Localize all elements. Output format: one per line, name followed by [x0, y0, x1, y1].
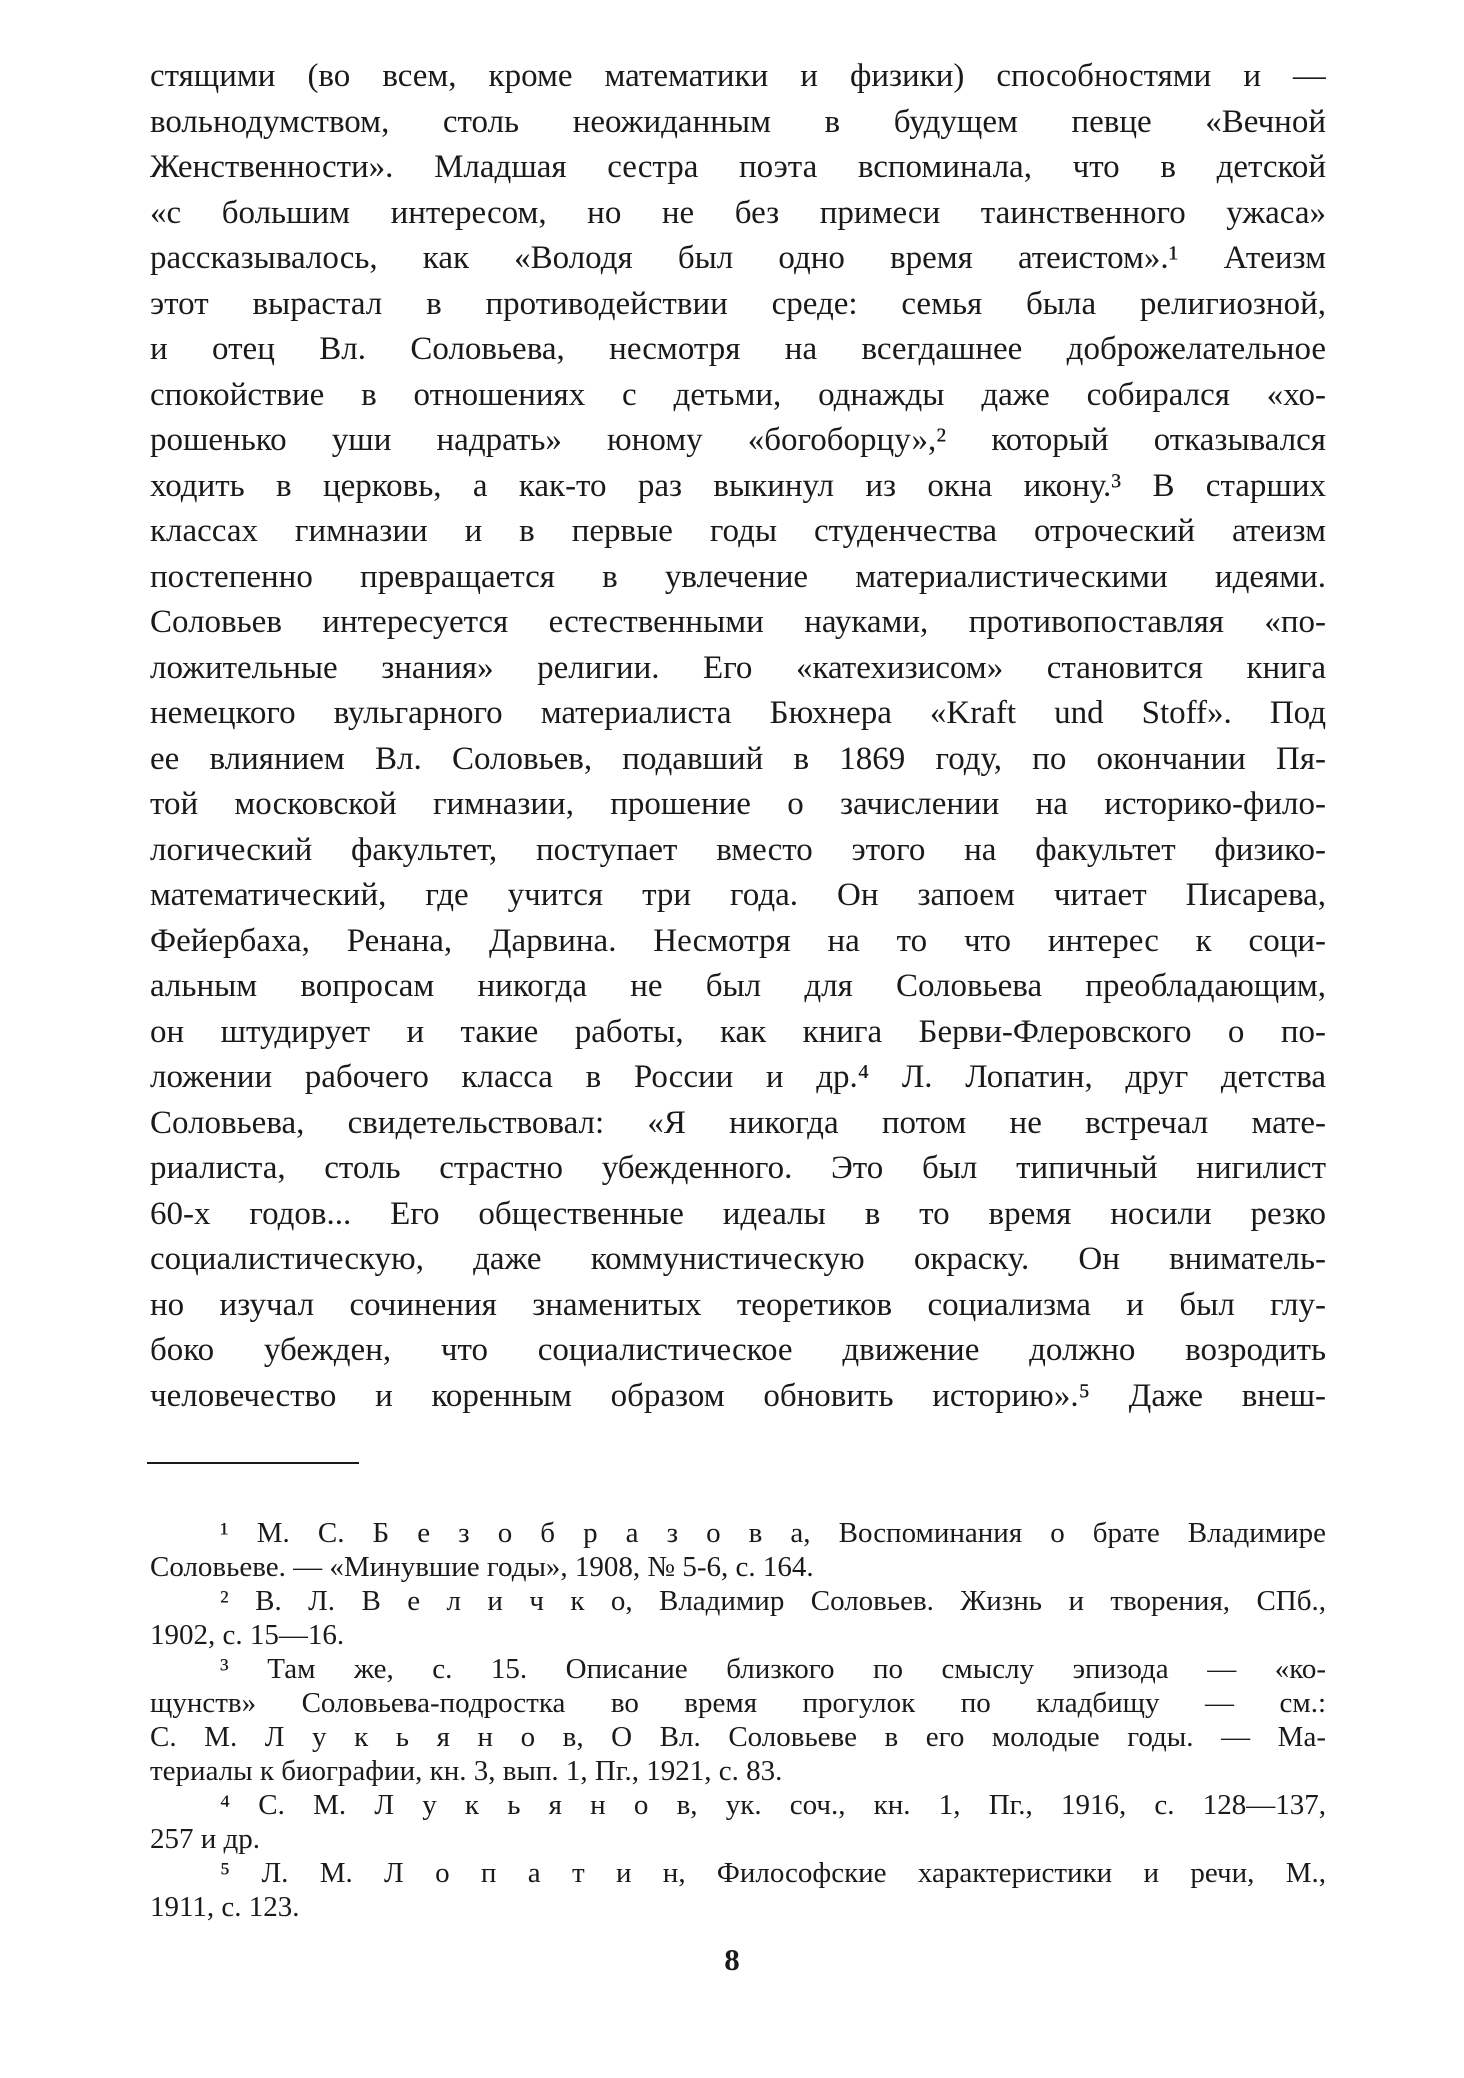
text-line: постепенно превращается в увлечение материалистическими идеями.	[150, 558, 1326, 595]
footnote-line: териалы к биографии, кн. 3, вып. 1, Пг., 1921, с. 83.	[150, 1755, 783, 1787]
text-line: социалистическую, даже коммунистическую окраску. Он вниматель-	[150, 1241, 1326, 1277]
text-line: рошенько уши надрать» юному «богоборцу»,² который отказывался	[150, 422, 1326, 458]
text-line: 60-х годов... Его общественные идеалы в то время носили резко	[150, 1195, 1326, 1232]
footnote-separator	[147, 1462, 359, 1464]
text-line: той московской гимназии, прошение о зачислении на историко-фило-	[150, 786, 1326, 822]
footnote-line: ¹ М. С. Б е з о б р а з о в а, Воспоминания о брате Владимире	[220, 1517, 1326, 1549]
text-line: «с большим интересом, но не без примеси таинственного ужаса»	[150, 194, 1326, 231]
text-line: этот вырастал в противодействии среде: семья была религиозной,	[150, 285, 1326, 322]
footnote-line: Соловьеве. — «Минувшие годы», 1908, № 5-6, с. 164.	[150, 1551, 814, 1583]
text-line: классах гимназии и в первые годы студенчества отроческий атеизм	[150, 513, 1326, 549]
footnote-line: С. М. Л у к ь я н о в, О Вл. Соловьеве в его молодые годы. — Ма-	[150, 1721, 1326, 1753]
text-line: человечество и коренным образом обновить историю».⁵ Даже внеш-	[150, 1377, 1326, 1414]
text-line: стящими (во всем, кроме математики и физики) способностями и —	[150, 58, 1326, 94]
footnote-line: 1911, с. 123.	[150, 1891, 300, 1923]
text-line: он штудирует и такие работы, как книга Берви-Флеровского о по-	[150, 1013, 1326, 1050]
text-line: Фейербаха, Ренана, Дарвина. Несмотря на то что интерес к соци-	[150, 922, 1326, 959]
footnote-line: ⁵ Л. М. Л о п а т и н, Философские характеристики и речи, М.,	[220, 1857, 1326, 1889]
text-line: Соловьев интересуется естественными науками, противопоставляя «по-	[150, 604, 1326, 640]
text-line: альным вопросам никогда не был для Соловьева преобладающим,	[150, 968, 1326, 1004]
footnote-line: ⁴ С. М. Л у к ь я н о в, ук. соч., кн. 1, Пг., 1916, с. 128—137,	[220, 1789, 1326, 1821]
text-line: Женственности». Младшая сестра поэта вспоминала, что в детской	[150, 149, 1326, 185]
footnote-3	[150, 1652, 1326, 1788]
text-line: спокойствие в отношениях с детьми, однажды даже собирался «хо-	[150, 376, 1326, 413]
footnote-1	[150, 1516, 1326, 1584]
text-line: но изучал сочинения знаменитых теоретиков социализма и был глу-	[150, 1286, 1326, 1323]
footnote-2	[150, 1584, 1326, 1652]
footnote-line: щунств» Соловьева-подростка во время прогулок по кладбищу — см.:	[150, 1687, 1326, 1719]
text-line: вольнодумством, столь неожиданным в будущем певце «Вечной	[150, 103, 1326, 140]
main-text	[150, 54, 1326, 1419]
footnote-line: 257 и др.	[150, 1823, 261, 1855]
text-line: ложении рабочего класса в России и др.⁴ Л. Лопатин, друг детства	[150, 1059, 1326, 1095]
footnote-4	[150, 1788, 1326, 1856]
page-number: 8	[724, 1942, 740, 1977]
text-line: математический, где учится три года. Он запоем читает Писарева,	[150, 877, 1326, 913]
text-line: боко убежден, что социалистическое движение должно возродить	[150, 1332, 1326, 1368]
footnote-line: 1902, с. 15—16.	[150, 1619, 345, 1651]
text-line: рассказывалось, как «Володя был одно время атеистом».¹ Атеизм	[150, 240, 1326, 276]
text-line: и отец Вл. Соловьева, несмотря на всегдашнее доброжелательное	[150, 331, 1326, 367]
footnote-line: ² В. Л. В е л и ч к о, Владимир Соловьев. Жизнь и творения, СПб.,	[220, 1585, 1326, 1617]
footnotes	[150, 1516, 1326, 1924]
text-line: ходить в церковь, а как-то раз выкинул из окна икону.³ В старших	[150, 467, 1326, 504]
text-line: логический факультет, поступает вместо этого на факультет физико-	[150, 831, 1326, 868]
text-line: ложительные знания» религии. Его «катехизисом» становится книга	[150, 649, 1326, 686]
text-line: ее влиянием Вл. Соловьев, подавший в 1869 году, по окончании Пя-	[150, 740, 1326, 777]
footnote-line: ³ Там же, с. 15. Описание близкого по смыслу эпизода — «ко-	[220, 1653, 1326, 1685]
text-line: риалиста, столь страстно убежденного. Это был типичный нигилист	[150, 1150, 1326, 1186]
footnote-5	[150, 1856, 1326, 1924]
text-line: Соловьева, свидетельствовал: «Я никогда потом не встречал мате-	[150, 1104, 1326, 1141]
text-line: немецкого вульгарного материалиста Бюхнера «Kraft und Stoff». Под	[150, 695, 1326, 731]
